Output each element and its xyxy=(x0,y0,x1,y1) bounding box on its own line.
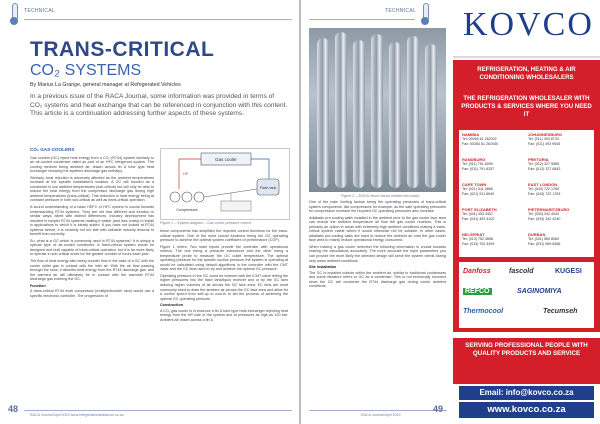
brand-logo-tecumseh: Tecumseh xyxy=(543,308,578,315)
branch-line: Fax: (011) 791 8257 xyxy=(462,166,495,171)
branch-cape-town xyxy=(462,183,526,196)
brand-logo-kugesi: KUGESI xyxy=(555,268,582,275)
diagram-hp-label: HP xyxy=(183,172,188,176)
article-subtitle: CO₂ SYSTEMS xyxy=(30,62,142,79)
logo-panel xyxy=(453,0,600,58)
left-page xyxy=(0,0,299,424)
paragraph: Adiabatic pre-cooling walls installed in the ambient prior to the gas cooler face area can reduce the ambient temperature air flow the gas cooler receives. This is primarily an option in areas with extremely high ambient conditions making a trans-critical system viable where it would otherwise not be suitable. In other cases, adiabatic pre-cooling walls are used to reduce the ambient air onto the gas cooler face area to mainly reduce operational energy consumed. xyxy=(309,215,446,243)
branch-line: Tel: (041) 453 4407 xyxy=(462,212,493,217)
email-link[interactable]: Email: info@kovco.co.za xyxy=(459,386,594,400)
branch-line: Fax: (033) 342 4240 xyxy=(528,216,561,221)
paragraph: A trans-critical R744 multi compressor (multiple/booster rack) would use a specific electronic controller. The progression of xyxy=(30,289,154,298)
paragraph: So, what is a GC which is commonly used in R744 systems? It is simply a special type of air-cooled condenser. A trans-critical system would be designed and built capable of trans-critical operation, but it is far more likely to operate in sub-critical mode for the greater number of hours each year. xyxy=(30,238,154,257)
system-diagram-drawing xyxy=(161,149,289,219)
paragraph: The GC is installed outside within the ambient air, similar to traditional condensers and some literature refers to GC as a condenser. This is not technically incorrect since the GC will condense the R744 discharge gas during cooler ambient conditions. xyxy=(309,270,446,289)
figure-caption: Figure 2 – 304SS return bends welded into tubes xyxy=(341,194,420,198)
system-diagram xyxy=(160,148,290,220)
intro-paragraph: In a previous issue of the RACA Journal, some information was provided in terms of CO₂ systems and heat exchange that can be referenced in conjunction with this content. This article is a continuation addressing further aspects of these systems. xyxy=(30,93,288,118)
branch-name: PIETERMARITZBURG xyxy=(528,207,570,212)
paragraph: One of the main limiting factors being the operating pressures of trans-critical system components, like compressors for example, as the safe operating pressures for compression increase the required GC operating pressures also increase. xyxy=(309,200,446,214)
section-tag: TECHNICAL xyxy=(24,8,56,14)
gas-cooler-photo xyxy=(309,28,446,192)
branch-name: JOHANNESBURG xyxy=(528,132,563,137)
diagram-gas-cooler-label: Gas cooler xyxy=(215,157,237,162)
brand-logo-refco: REFCO xyxy=(465,288,490,295)
branch-line: Fax: (043) 722 1763 xyxy=(528,191,561,196)
footer-rule xyxy=(309,410,447,411)
branch-line: Tel: (011) 791 6090 xyxy=(462,162,493,167)
branch-port-elizabeth xyxy=(462,208,526,221)
paragraph: these components has simplified the required control functions for the trans-critical system. One of the most crucial functions being the GC operating pressure to achieve the optimal system coefficient of performance (COP). xyxy=(160,229,288,243)
paragraph: A CO₂ gas cooler is in essence a fin & tube type heat exchanger rejecting heat energy from the HP side of the system and at pressures as high as 120 bar. Ambient air drawn across a fin & xyxy=(160,308,288,322)
paragraph: Operating pressure in the GC could be lowered with the ICMT valve letting the higher pressures into the flash tank/liquid receiver and or by the GC fans drawing higher volumes of air across the GC face area. EC fans are most commonly used to draw the ambient air across the GC face area and allow for a control speed from soft-up to cool-fs to aid the process of achieving the optimal GC operating pressure. xyxy=(160,273,288,301)
branch-name: PRETORIA xyxy=(528,157,549,162)
branch-nelspruit xyxy=(462,233,526,246)
cta-text: SERVING PROFESSIONAL PEOPLE WITH QUALITY PRODUCTS AND SERVICE xyxy=(465,342,588,357)
branch-line: Tel: (033) 342 4044 xyxy=(528,212,559,217)
branch-line: Tel: (043) 722 1760 xyxy=(528,187,559,192)
branch-name: EAST LONDON xyxy=(528,182,558,187)
branch-pretoria xyxy=(528,158,592,171)
branch-line: Fax: (012) 327 6843 xyxy=(528,166,561,171)
branch-directory xyxy=(459,130,594,257)
branch-line: Fax: (011) 493 9545 xyxy=(528,141,561,146)
branch-line: Tel: (012) 327 5585 xyxy=(528,162,559,167)
right-column-2 xyxy=(309,200,446,404)
left-column-2 xyxy=(160,229,288,406)
branch-name: PORT ELIZABETH xyxy=(462,207,497,212)
subheading: Function xyxy=(30,283,46,288)
subheading: Construction xyxy=(160,303,183,308)
branch-line: Tel: (011) 493 8734 xyxy=(528,137,559,142)
diagram-compressors-label: Compressors xyxy=(176,208,198,212)
brand-logo-danfoss: Danfoss xyxy=(463,268,491,275)
thermometer-icon xyxy=(419,3,431,25)
byline: By Marius La Grange, general manager at Refrigerated Vehicles xyxy=(30,82,181,88)
brand-logo-thermocool: Thermocool xyxy=(463,308,504,315)
section-heading: CO₂ GAS-COOLERS xyxy=(30,148,75,152)
branch-line: Fax: (041) 453 4102 xyxy=(462,216,495,221)
branch-name: DURBAN xyxy=(528,232,546,237)
branch-name: CAPE TOWN xyxy=(462,182,487,187)
header-rule xyxy=(24,19,292,20)
branch-line: Fax: (021) 511 6640 xyxy=(462,191,495,196)
paragraph: Gas coolers (GC) reject heat energy from a CO₂ (R744) system similarly to an air-cooled condenser rated as part of an HFC refrigerant system. The cooling medium being ambient air, drawn across fin & tube type heat exchanger reducing the systems discharge gas enthalpy. xyxy=(30,155,154,174)
brand-logo-fascold: fascold xyxy=(509,268,534,275)
branch-line: Tel: (013) 752 4656 xyxy=(462,237,493,242)
diagram-flash-tank-label: Flash tank xyxy=(259,186,277,190)
brand-logo-saginomiya: SAGINOMIYA xyxy=(517,288,562,295)
branch-line: Tel: (021) 511 0866 xyxy=(462,187,493,192)
branch-namibia xyxy=(462,133,526,146)
branch-line: Fax: (031) 569 6366 xyxy=(528,241,561,246)
paragraph: The flow of heat energy also being counter flow in the case of a GC with the cooler outlet gas in contact with the inlet air. With the air flow passing through the rows, it absorbs heat energy from the R744 discharge gas, and the warmed air will ultimately be in contact with the warmest R744 discharge gas entering the GC. xyxy=(30,259,154,282)
branch-east-london xyxy=(528,183,592,196)
left-column-1 xyxy=(30,148,154,406)
figure-caption: Figure 1 – System diagram – Gas cooler pressure control xyxy=(160,221,252,225)
branch-name: RANDBURG xyxy=(462,157,486,162)
brand-logos xyxy=(459,262,594,328)
paragraph: When making a gas cooler selection the following information is crucial towards making the calculations accurately. The more accurate the input parameters you can provide the more likely the selected design will serve the system needs during very warm ambient conditions. xyxy=(309,244,446,263)
branch-durban xyxy=(528,233,592,246)
website-link[interactable]: www.kovco.co.za xyxy=(459,402,594,418)
branch-name: NELSPRUIT xyxy=(462,232,485,237)
advert-subheadline: THE REFRIGERATION WHOLESALER WITH PRODUCTS & SERVICES WHERE YOU NEED IT xyxy=(461,95,592,118)
page-number: 48 xyxy=(8,404,19,414)
footer-text: RACA Journal April 2019 www.refrigerationandaircon.co.za xyxy=(30,413,124,417)
branch-line: Tel: (031) 569 8060 xyxy=(528,237,559,242)
footer-text: RACA Journal April 2019 xyxy=(361,413,401,417)
page-number: 49 xyxy=(433,404,444,414)
footer-rule xyxy=(24,410,292,411)
branch-line: Tel: 00264 61 262002 xyxy=(462,137,497,142)
advert-headline: REFRIGERATION, HEATING & AIR CONDITIONING WHOLESALERS xyxy=(477,66,576,81)
branch-name: NAMIBIA xyxy=(462,132,480,137)
paragraph: Figure 1 refers. Two main inputs provide the controller with operational metrics. The one being a pressure transducer and the other being a temperature probe to measure the GC outlet temperature. The optimal operating pressure for the specific suction pressure the system is operating at would be calculated using default algorithms in the controller with the CMT valve and the GC fans used to try and achieve the optimal GC pressure. xyxy=(160,244,288,272)
branch-pietermaritzburg xyxy=(528,208,592,221)
section-tag: TECHNICAL xyxy=(385,8,417,14)
branch-line: Fax: 00264 61 261930 xyxy=(462,141,498,146)
header-rule xyxy=(309,19,415,20)
paragraph: A sound understanding of a basic HEFC or HFC system is crucial towards understanding R744 systems. They are not that different and function in similar ways, albeit with distinct differences. Industry development has resulted in simpler R744 systems making it easier (and less costly) to install in applications to which it is ideally suited. If you have not looked at R744 systems before, it is certainly not too late with valuable industry lessons to benefit from currently. xyxy=(30,205,154,237)
paragraph: Similarly, heat rejection is adversely affected as the ambient temperatures increase at the specific installation's location. A GC will function as a condenser in low ambient temperatures (sub-critical) but will only be able to reduce the heat energy from the compressor discharge gas during high ambient temperatures (trans-critical). This reduction in heat energy being at constant pressure in both sub-critical as well as trans-critical operation. xyxy=(30,175,154,203)
kovco-advert xyxy=(453,0,600,424)
subheading: Site installation xyxy=(309,265,337,270)
thermometer-icon xyxy=(8,3,20,25)
branch-johannesburg xyxy=(528,133,592,146)
branch-line: Fax: (013) 752 4499 xyxy=(462,241,495,246)
kovco-logo[interactable]: KOVCO xyxy=(463,6,594,43)
article-title: TRANS-CRITICAL xyxy=(30,38,215,61)
branch-randburg xyxy=(462,158,526,171)
